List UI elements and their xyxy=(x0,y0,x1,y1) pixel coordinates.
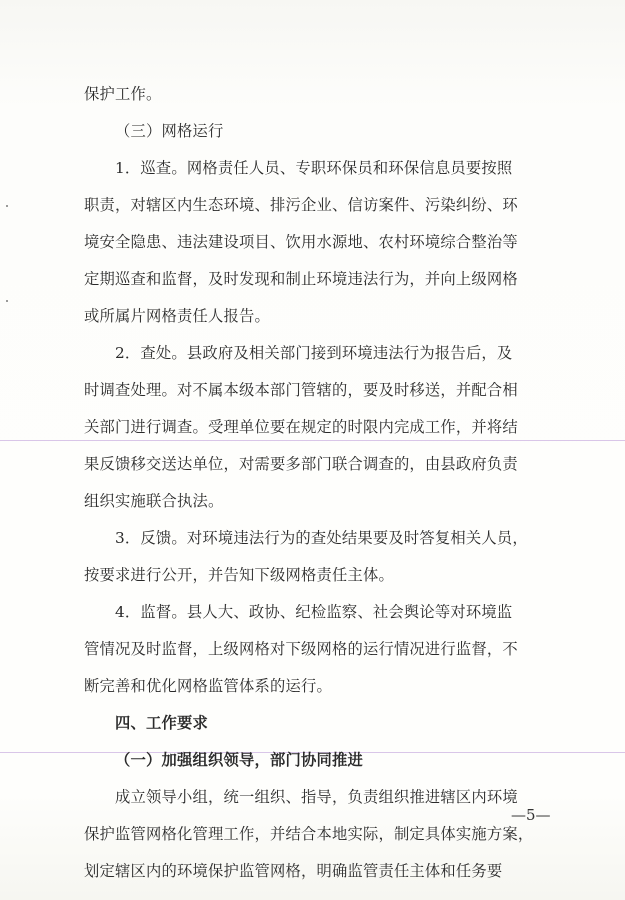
paragraph-line: 3．反馈。对环境违法行为的查处结果要及时答复相关人员， xyxy=(115,529,528,547)
scan-speck xyxy=(6,300,8,302)
paragraph-line: 关部门进行调查。受理单位要在规定的时限内完成工作，并将结 xyxy=(84,418,518,436)
page-number: —5— xyxy=(511,806,551,824)
paragraph-line: 保护监管网格化管理工作，并结合本地实际，制定具体实施方案， xyxy=(84,825,534,843)
scan-fold-line xyxy=(0,440,625,441)
paragraph-line: 境安全隐患、违法建设项目、饮用水源地、农村环境综合整治等 xyxy=(84,233,518,251)
paragraph-line: 按要求进行公开，并告知下级网格责任主体。 xyxy=(84,566,394,584)
paragraph-line: 断完善和优化网格监管体系的运行。 xyxy=(84,677,332,695)
paragraph-line: 职责，对辖区内生态环境、排污企业、信访案件、污染纠纷、环 xyxy=(84,196,518,214)
paragraph-line: 或所属片网格责任人报告。 xyxy=(84,307,270,325)
paragraph-line: 管情况及时监督，上级网格对下级网格的运行情况进行监督，不 xyxy=(84,640,518,658)
paragraph-line: 成立领导小组，统一组织、指导，负责组织推进辖区内环境 xyxy=(115,788,518,806)
paragraph-line: 组织实施联合执法。 xyxy=(84,492,224,510)
paragraph-line: 划定辖区内的环境保护监管网格，明确监管责任主体和任务要 xyxy=(84,862,503,880)
section-subheading: （一）加强组织领导，部门协同推进 xyxy=(115,751,363,769)
paragraph-line: 保护工作。 xyxy=(84,85,162,103)
section-subheading: （三）网格运行 xyxy=(115,122,224,140)
paragraph-line: 定期巡查和监督，及时发现和制止环境违法行为，并向上级网格 xyxy=(84,270,518,288)
paragraph-line: 1．巡查。网格责任人员、专职环保员和环保信息员要按照 xyxy=(115,159,513,177)
section-heading: 四、工作要求 xyxy=(115,714,208,732)
paragraph-line: 4．监督。县人大、政协、纪检监察、社会舆论等对环境监 xyxy=(115,603,513,621)
paragraph-line: 时调查处理。对不属本级本部门管辖的，要及时移送，并配合相 xyxy=(84,381,518,399)
scan-speck xyxy=(6,205,8,207)
paragraph-line: 2．查处。县政府及相关部门接到环境违法行为报告后，及 xyxy=(115,344,513,362)
paragraph-line: 果反馈移交送达单位，对需要多部门联合调查的，由县政府负责 xyxy=(84,455,518,473)
